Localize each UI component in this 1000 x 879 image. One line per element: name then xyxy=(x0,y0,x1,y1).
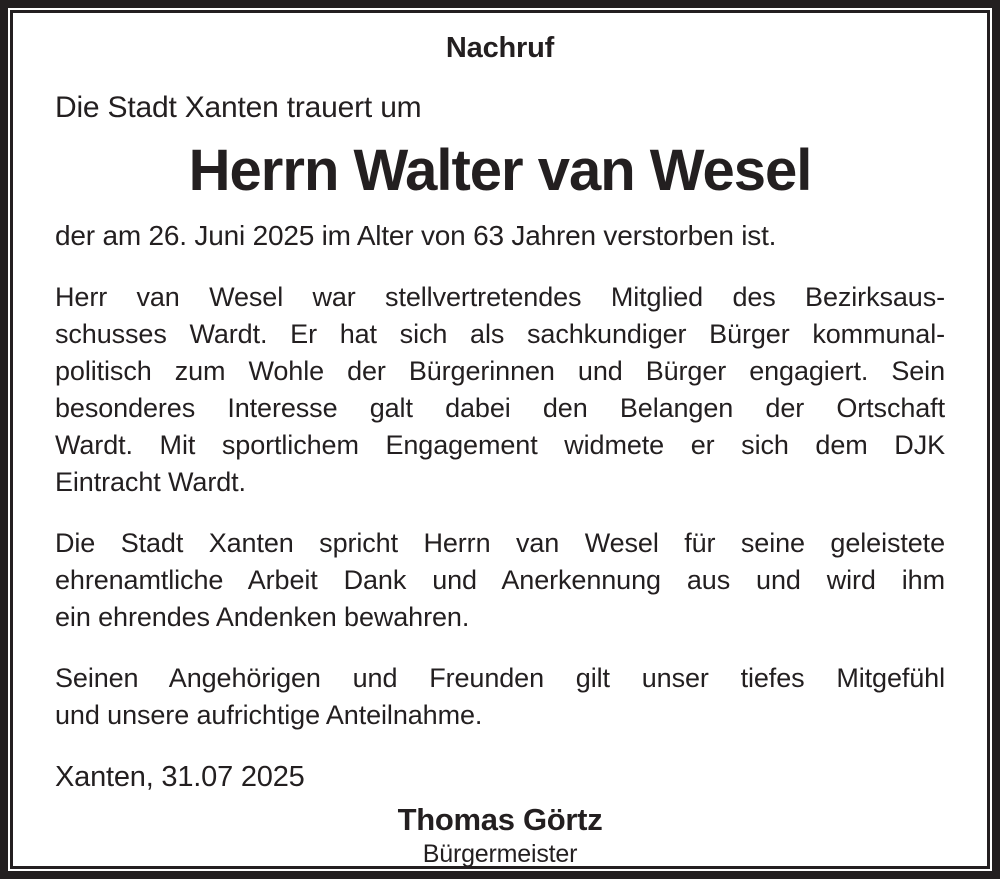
text-line: und unsere aufrichtige Anteilnahme. xyxy=(55,700,483,730)
text-line: politisch zum Wohle der Bürgerinnen und Bürger engagiert. Sein xyxy=(55,356,945,386)
deceased-name-heading: Herrn Walter van Wesel xyxy=(188,138,812,203)
text-line: Eintracht Wardt. xyxy=(55,467,246,497)
signatory-name: Thomas Görtz xyxy=(397,802,603,837)
text-line: Wardt. Mit sportlichem Engagement widmete er sich dem DJK xyxy=(55,430,945,460)
death-date-line: der am 26. Juni 2025 im Alter von 63 Jahren verstorben ist. xyxy=(55,220,777,251)
intro-line: Die Stadt Xanten trauert um xyxy=(55,91,422,124)
text-line: Die Stadt Xanten spricht Herrn van Wesel für seine geleistete xyxy=(55,528,945,558)
text-line: Herr van Wesel war stellvertretendes Mitglied des Bezirksaus- xyxy=(55,282,945,312)
text-line: Seinen Angehörigen und Freunden gilt unser tiefes Mitgefühl xyxy=(55,663,945,693)
text-line: schusses Wardt. Er hat sich als sachkundiger Bürger kommunal- xyxy=(55,319,945,349)
place-dateline: Xanten, 31.07 2025 xyxy=(55,761,305,793)
text-line: ein ehrendes Andenken bewahren. xyxy=(55,602,470,632)
tribute-paragraph xyxy=(55,279,945,501)
obituary-frame-inner xyxy=(10,10,990,869)
text-line: besonderes Interesse galt dabei den Belangen der Ortschaft xyxy=(55,393,945,423)
text-line: ehrenamtliche Arbeit Dank und Anerkennung aus und wird ihm xyxy=(55,565,945,595)
gratitude-paragraph xyxy=(55,525,945,636)
obituary-title: Nachruf xyxy=(445,32,555,64)
condolence-paragraph xyxy=(55,660,945,734)
signatory-role: Bürgermeister xyxy=(422,840,578,868)
